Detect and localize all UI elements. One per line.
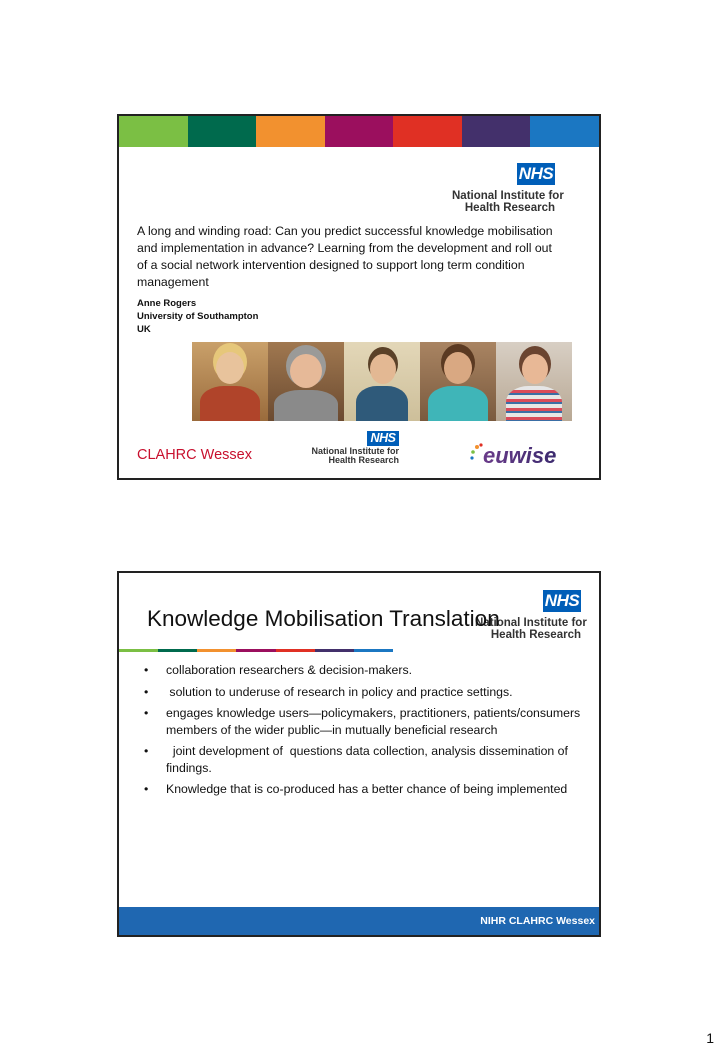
slide-2	[117, 571, 601, 937]
photo-person-4	[420, 342, 496, 421]
title-color-rule	[119, 649, 393, 652]
author-affiliation: University of Southampton	[137, 311, 259, 322]
euwise-logo	[469, 441, 581, 469]
rule-segment	[354, 649, 393, 652]
footer-bar	[119, 907, 599, 935]
bullet-item	[144, 684, 584, 701]
rule-segment	[236, 649, 275, 652]
author-name: Anne Rogers	[137, 298, 197, 309]
footer-nihr-logo-text	[289, 447, 399, 466]
bullet-dot: •	[144, 744, 149, 758]
nihr-logo-line-1: National Institute for	[452, 190, 564, 202]
bullet-text: engages knowledge users—policymakers, practitioners, patients/consumers members of the wider public—in mutually beneficial research	[166, 706, 581, 737]
footer-label: NIHR CLAHRC Wessex	[480, 915, 595, 927]
clahrc-wessex-label: CLAHRC Wessex	[137, 447, 252, 463]
color-band-segment	[256, 116, 325, 147]
slide-1	[117, 114, 601, 480]
color-band-segment	[462, 116, 531, 147]
bullet-item	[144, 705, 584, 738]
bullet-text: collaboration researchers & decision-makers.	[166, 663, 413, 677]
bullet-dot: •	[144, 684, 149, 699]
footer-nihr-logo-line-2: Health Research	[328, 455, 399, 466]
footer-nhs-logo-badge: NHS	[367, 431, 399, 446]
bullet-item	[144, 743, 584, 776]
bullet-dot: •	[144, 782, 149, 796]
color-band-segment	[530, 116, 599, 147]
bullet-text: joint development of questions data collection, analysis dissemination of findings.	[166, 744, 572, 775]
presentation-title: A long and winding road: Can you predict successful knowledge mobilisation and implementation in advance? Learning from the development and roll out of a social network intervention designed to support long term condition management	[137, 224, 553, 289]
color-band-segment	[119, 116, 188, 147]
nihr-logo-line-2: Health Research	[490, 629, 581, 642]
nhs-logo-badge: NHS	[518, 164, 554, 183]
bullet-list	[144, 662, 584, 803]
bullet-text: Knowledge that is co-produced has a better chance of being implemented	[166, 782, 568, 796]
bullet-dot: •	[144, 663, 149, 677]
bullet-dot: •	[144, 706, 149, 720]
bullet-item	[144, 662, 584, 679]
rule-segment	[276, 649, 315, 652]
photo-person-2	[268, 342, 344, 421]
nihr-logo-text	[452, 190, 564, 215]
author-country: UK	[137, 324, 151, 335]
page-number: 1	[706, 1030, 714, 1046]
footer-nihr-logo-line-1: National Institute for	[311, 446, 399, 456]
color-band-segment	[393, 116, 462, 147]
rule-segment	[315, 649, 354, 652]
color-band-segment	[325, 116, 394, 147]
color-band-segment	[188, 116, 257, 147]
author-block	[137, 297, 258, 336]
rule-segment	[158, 649, 197, 652]
bullet-text: solution to underuse of research in policy and practice settings.	[166, 684, 513, 699]
rule-segment	[197, 649, 236, 652]
nihr-logo-line-1: National Institute for	[475, 617, 587, 629]
slide-title: Knowledge Mobilisation Translation	[147, 606, 500, 631]
photo-person-5	[496, 342, 572, 421]
photo-person-3	[344, 342, 420, 421]
color-band	[119, 116, 599, 147]
nhs-logo-badge: NHS	[544, 591, 580, 610]
nihr-logo-line-2: Health Research	[464, 202, 555, 215]
team-photos	[192, 342, 572, 421]
euwise-logo-text: euwise	[483, 443, 557, 468]
rule-segment	[119, 649, 158, 652]
bullet-item	[144, 781, 584, 798]
photo-person-1	[192, 342, 268, 421]
